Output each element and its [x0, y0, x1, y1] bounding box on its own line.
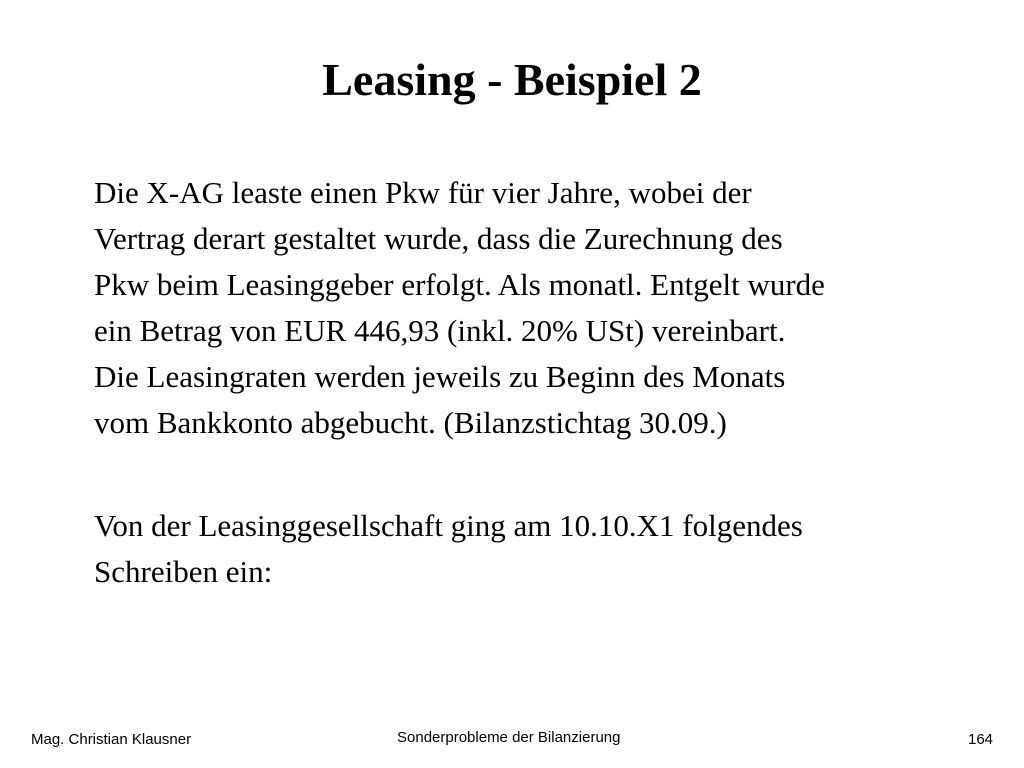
paragraph-leasing-case — [94, 170, 994, 446]
slide-title: Leasing - Beispiel 2 — [322, 54, 702, 105]
paragraph-letter-intro — [94, 503, 994, 595]
footer-author: Mag. Christian Klausner — [31, 731, 192, 748]
footer-topic: Sonderprobleme der Bilanzierung — [397, 729, 621, 746]
paragraph-line: Vertrag derart gestaltet wurde, dass die Zurechnung des — [94, 221, 783, 256]
paragraph-line: ein Betrag von EUR 446,93 (inkl. 20% USt) vereinbart. — [94, 313, 786, 348]
paragraph-line: Die Leasingraten werden jeweils zu Beginn des Monats — [94, 359, 786, 394]
paragraph-line: Schreiben ein: — [94, 554, 273, 589]
footer-page-number: 164 — [968, 731, 994, 748]
paragraph-line: Pkw beim Leasinggeber erfolgt. Als monatl. Entgelt wurde — [94, 267, 825, 302]
paragraph-line: Von der Leasinggesellschaft ging am 10.10.X1 folgendes — [94, 508, 803, 543]
paragraph-line: vom Bankkonto abgebucht. (Bilanzstichtag 30.09.) — [94, 405, 727, 440]
paragraph-line: Die X-AG leaste einen Pkw für vier Jahre, wobei der — [94, 175, 752, 210]
